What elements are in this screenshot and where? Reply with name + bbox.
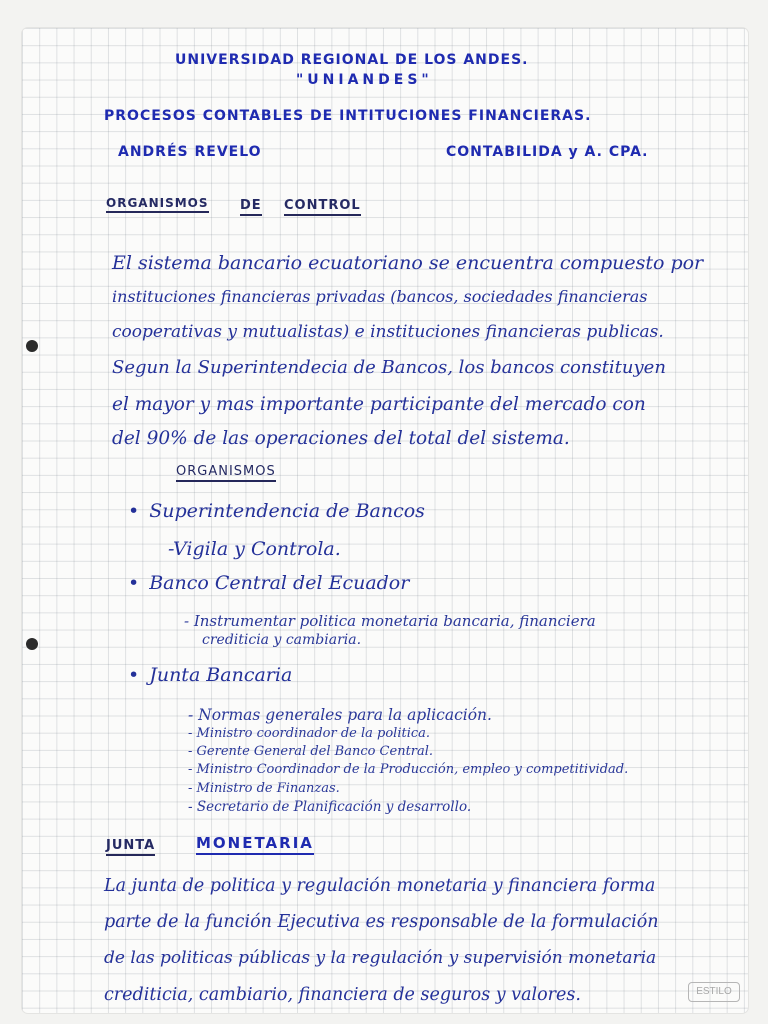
subject-title: PROCESOS CONTABLES DE INTITUCIONES FINANCIERAS.	[104, 108, 592, 124]
list-item-detail: - Ministro Coordinador de la Producción, empleo y competitividad.	[188, 762, 629, 777]
university-title: UNIVERSIDAD REGIONAL DE LOS ANDES.	[175, 52, 529, 68]
section-title-de: DE	[240, 198, 262, 216]
binder-hole-bottom	[26, 638, 38, 650]
organismos-title: ORGANISMOS	[176, 464, 276, 482]
list-item-detail: - Ministro de Finanzas.	[188, 781, 340, 796]
binder-hole-top	[26, 340, 38, 352]
section-title-organismos: ORGANISMOS	[106, 196, 209, 213]
career-name: CONTABILIDA y A. CPA.	[446, 144, 649, 160]
paragraph-line: cooperativas y mutualistas) e instituciones financieras publicas.	[112, 322, 664, 342]
paragraph-line: del 90% de las operaciones del total del sistema.	[112, 428, 570, 449]
section-title-monetaria: MONETARIA	[196, 834, 314, 855]
student-name: ANDRÉS REVELO	[118, 144, 262, 160]
paragraph-line: parte de la función Ejecutiva es responsable de la formulación	[104, 912, 659, 932]
paragraph-line: instituciones financieras privadas (bancos, sociedades financieras	[112, 287, 648, 306]
notebook-brand-logo: ESTILO	[688, 982, 740, 1002]
university-acronym: "UNIANDES"	[296, 72, 433, 88]
paragraph-line: El sistema bancario ecuatoriano se encuentra compuesto por	[112, 252, 704, 274]
list-item-detail: - Secretario de Planificación y desarrollo.	[188, 799, 472, 815]
paragraph-line: de las politicas públicas y la regulación y supervisión monetaria	[104, 948, 657, 968]
list-item-detail: -Vigila y Controla.	[168, 538, 341, 560]
list-item-detail: crediticia y cambiaria.	[202, 632, 362, 648]
list-item-detail: - Instrumentar politica monetaria bancaria, financiera	[184, 612, 596, 630]
paragraph-line: Segun la Superintendecia de Bancos, los bancos constituyen	[112, 357, 666, 378]
list-item: • Banco Central del Ecuador	[128, 572, 409, 594]
list-item-detail: - Normas generales para la aplicación.	[188, 706, 492, 724]
list-item: • Junta Bancaria	[128, 664, 292, 686]
list-item: • Superintendencia de Bancos	[128, 500, 425, 522]
section-title-control: CONTROL	[284, 198, 361, 216]
paragraph-line: crediticia, cambiario, financiera de seguros y valores.	[104, 985, 581, 1005]
list-item-detail: - Gerente General del Banco Central.	[188, 744, 434, 759]
paragraph-line: La junta de politica y regulación monetaria y financiera forma	[104, 876, 656, 896]
paragraph-line: el mayor y mas importante participante del mercado con	[112, 394, 646, 415]
list-item-detail: - Ministro coordinador de la politica.	[188, 726, 431, 741]
section-title-junta: JUNTA	[106, 838, 155, 856]
